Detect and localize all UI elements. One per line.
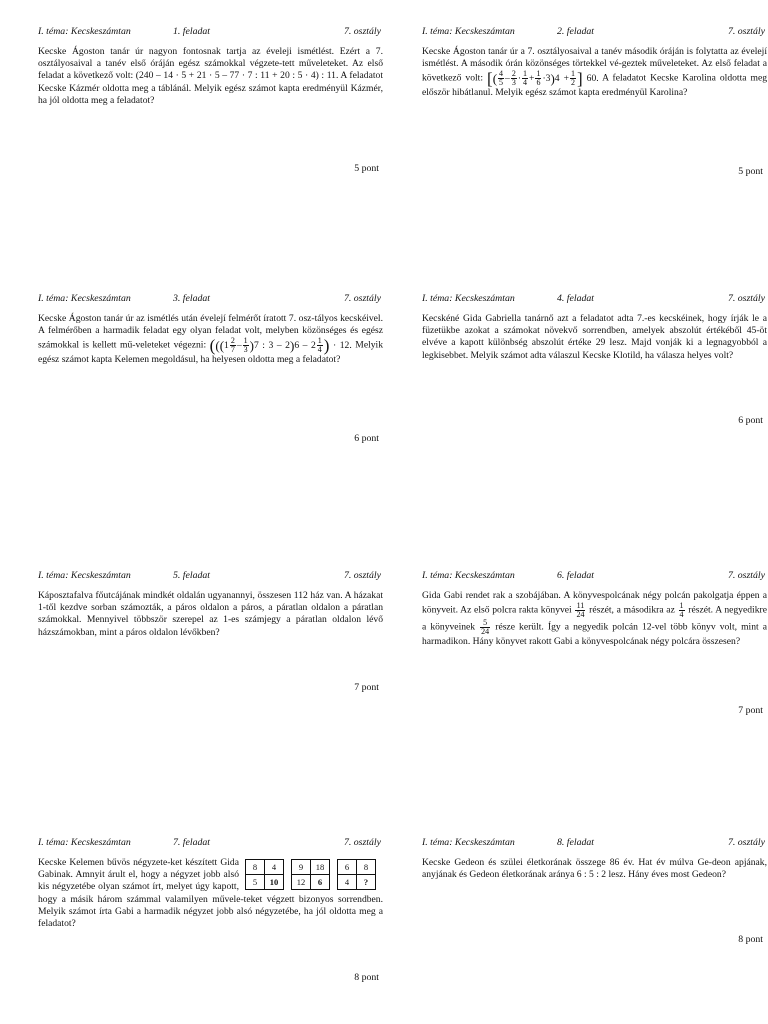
theme-label: I. téma: Kecskeszámtan <box>38 293 131 304</box>
task-paragraph: Káposztafalva főutcájának mindkét oldalán ugyanannyi, összesen 112 ház van. A házakat 1-től kezdve sorban számozták, a páros oldalon a páros, a páratlan oldalon a páratlan számokkal. Mennyivel többször szerepel az 1-es számjegy a páratlan oldalon lévő házszámokban, mint a páros oldalon lévőkben? <box>38 590 383 638</box>
fraction: $\frac{1}{6}$ <box>536 69 541 88</box>
formula: [( $\frac{4}{5}$ – $\frac{2}{3}$ · $\frac{1}{4}$ + $\frac{1}{6}$ ·3)4 + $\frac{1}{2}$ ] 60. <box>487 68 599 88</box>
grade-label: 7. osztály <box>727 293 765 304</box>
task-text <box>38 313 383 367</box>
task-text <box>38 857 383 930</box>
points-label: 5 pont <box>738 166 763 177</box>
theme-label: I. téma: Kecskeszámtan <box>422 293 515 304</box>
grade-label: 7. osztály <box>727 570 765 581</box>
card-header <box>38 570 383 582</box>
grade-label: 7. osztály <box>727 837 765 848</box>
points-label: 7 pont <box>738 705 763 716</box>
card-header <box>38 26 383 38</box>
task-text <box>38 46 383 107</box>
theme-label: I. téma: Kecskeszámtan <box>38 837 131 848</box>
card-header <box>38 837 383 849</box>
fraction: $\frac{1}{4}$ <box>679 601 684 620</box>
magic-squares <box>245 859 383 890</box>
fraction: $\frac{1}{4}$ <box>523 69 528 88</box>
grade-label: 7. osztály <box>343 26 381 37</box>
card-header <box>422 26 767 38</box>
task-card-6 <box>422 570 768 716</box>
points-label: 8 pont <box>354 972 379 983</box>
fraction: $\frac{1}{4}$ <box>317 336 322 355</box>
grade-label: 7. osztály <box>343 293 381 304</box>
task-paragraph: Kecske Gedeon és szülei életkorának összege 86 év. Hat év múlva Ge-deon apjának, anyjának és Gedeon életkorának aránya 6 : 5 : 2 lesz. Hány éves most Gedeon? <box>422 857 767 881</box>
task-card-8 <box>422 837 767 945</box>
magic-square-1: 8 4 5 10 <box>245 859 284 890</box>
card-header <box>38 293 383 305</box>
card-header <box>422 570 767 582</box>
task-card-1 <box>38 26 383 174</box>
task-card-3 <box>38 293 384 444</box>
task-paragraph-end: A feladatot Kecske Karolina oldotta meg először hibátlanul. Melyik egész számot kapta eredményül Karolina? <box>422 73 768 99</box>
task-label: 6. feladat <box>557 570 595 581</box>
task-paragraph: Kecske Kelemen bűvös négyzete-ket készített Gida Gabinak. Amnyit árult el, hogy a négyzet jobb alsó kis négyzetébe olyan számot írt, melyet úgy kapott, hogy a másik három számmal valamilyen művele-teket végzett bizonyos sorrendben. Melyik számot írta Gabi a harmadik négyzet jobb alsó négyzetébe, ha jól oldotta meg a feladatot? <box>38 857 383 930</box>
card-header <box>422 293 767 305</box>
theme-label: I. téma: Kecskeszámtan <box>422 837 515 848</box>
fraction: $\frac{1}{3}$ <box>243 336 248 355</box>
grade-label: 7. osztály <box>727 26 765 37</box>
grade-label: 7. osztály <box>343 570 381 581</box>
task-text <box>422 46 767 100</box>
task-label: 4. feladat <box>557 293 595 304</box>
theme-label: I. téma: Kecskeszámtan <box>38 570 131 581</box>
fraction: $\frac{1}{2}$ <box>571 69 575 88</box>
task-card-7 <box>38 837 383 983</box>
theme-label: I. téma: Kecskeszámtan <box>422 26 515 37</box>
task-paragraph-start: Kecske Ágoston tanár úr az ismétlés után évelejí felmérőt íratott 7. osz-tályos kecskéivel. A felmérőben a harmadik feladat egy olyan feladat volt, melyben közönséges és egész számokkal is kellett mű-veleteket végezni: <box>38 313 383 352</box>
grade-label: 7. osztály <box>343 837 381 848</box>
theme-label: I. téma: Kecskeszámtan <box>422 570 515 581</box>
task-label: 7. feladat <box>173 837 211 848</box>
task-label: 2. feladat <box>557 26 595 37</box>
task-card-2 <box>422 26 768 177</box>
points-label: 7 pont <box>354 682 379 693</box>
theme-label: I. téma: Kecskeszámtan <box>38 26 131 37</box>
magic-square-2: 9 18 12 6 <box>291 859 330 890</box>
magic-square-3: 6 8 4 ? <box>337 859 376 890</box>
task-label: 3. feladat <box>173 293 211 304</box>
task-paragraph: Kecskéné Gida Gabriella tanárnő azt a feladatot adta 7.-es kecskéinek, hogy írják le a füzetükbe azokat a számokat növekvő sorrendben, amelyek abszolút értékéből 45-öt elvéve a kapott különbség abszolút értéke 29 lesz. Majd vonják ki a legnagyobból a legkisebbet. Melyik számot adta válaszul Kecske Klotild, ha válasza helyes volt? <box>422 313 767 361</box>
task-card-5 <box>38 570 383 693</box>
task-label: 1. feladat <box>173 26 211 37</box>
task-label: 8. feladat <box>557 837 595 848</box>
points-label: 8 pont <box>738 934 763 945</box>
fraction: $\frac{2}{7}$ <box>230 336 235 355</box>
formula: (((1 $\frac{2}{7}$ – $\frac{1}{3}$ )7 : 3 – 2)6 – 2 $\frac{1}{4}$ ) · 12. <box>209 335 352 355</box>
points-label: 6 pont <box>354 433 379 444</box>
card-header <box>422 837 767 849</box>
task-text <box>422 857 767 881</box>
points-label: 6 pont <box>738 415 763 426</box>
task-card-4 <box>422 293 767 426</box>
task-paragraph-end: Melyik egész számot kapta Kelemen megoldásul, ha helyesen oldotta meg a feladatot? <box>38 340 384 366</box>
task-text: Gida Gabi rendet rak a szobájában. A könyvespolcának négy polcán pakolgatja éppen a könyveit. Az első polcra rakta könyvei $\frac{11}{24}$ részét, a másodikra az $\frac{1}{4}$ részét. A negyedikre a könyveinek $\frac{5}{24}$ része került. Így a negyedik polcán 12-vel több könyv volt, mint a harmadikon. Hány könyvet rakott Gabi a könyvespolcának négy polcára összesen? <box>422 590 768 648</box>
task-paragraph: Kecske Ágoston tanár úr nagyon fontosnak tartja az éveleji ismétlést. Ezért a 7. osztályosaival a tanév első óráján egész számokkal végzete-tett műveleteket. Az első feladat a következő volt: (240 – 14 · 5 + 21 · 5 – 77 · 7 : 11 + 20 : 5 · 4) : 11. A feladatot Kecske Kázmér oldotta meg a táblánál. Melyik egész számot kapta eredményül Kázmér, ha jól oldotta meg a feladatot? <box>38 46 383 106</box>
task-paragraph-start: Kecske Ágoston tanár úr a 7. osztályosaival a tanév második óráján is folytatta az évelejí ismétlést. A második órán közönséges törtekkel vé-geztek műveleteket. Az első feladat a következő volt: <box>422 46 767 85</box>
task-text <box>422 313 767 362</box>
fraction: $\frac{11}{24}$ <box>576 601 585 620</box>
fraction: $\frac{2}{3}$ <box>511 69 516 88</box>
points-label: 5 pont <box>354 163 379 174</box>
task-text <box>38 590 383 639</box>
fraction: $\frac{5}{24}$ <box>481 618 490 637</box>
fraction: $\frac{4}{5}$ <box>499 69 504 88</box>
task-label: 5. feladat <box>173 570 211 581</box>
